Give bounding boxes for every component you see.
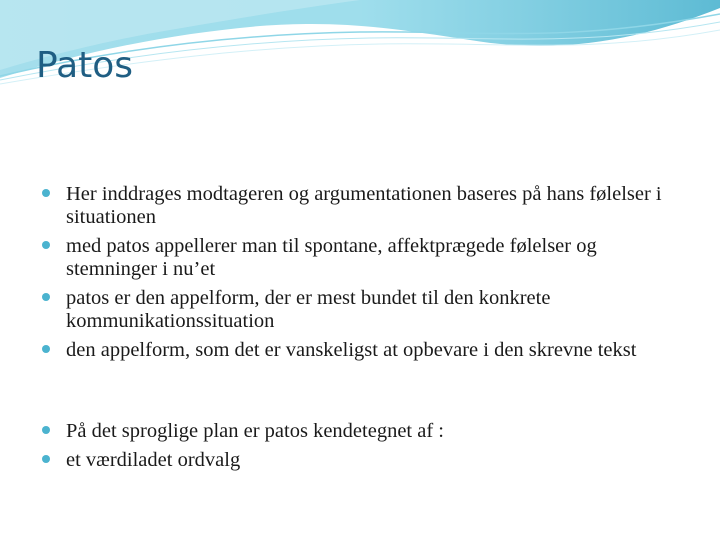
list-item — [40, 339, 680, 362]
list-item — [40, 420, 680, 443]
bullet-icon — [42, 426, 50, 434]
slide-title: Patos — [36, 45, 134, 86]
bullet-icon — [42, 345, 50, 353]
bullet-icon — [42, 189, 50, 197]
list-item — [40, 235, 680, 281]
bullet-text: med patos appellerer man til spontane, affektprægede følelser og stemninger i nu’et — [66, 235, 597, 280]
list-item — [40, 287, 680, 333]
bullet-text: den appelform, som det er vanskeligst at opbevare i den skrevne tekst — [66, 339, 637, 361]
list-item — [40, 183, 680, 229]
bullet-icon — [42, 241, 50, 249]
bullet-list — [40, 183, 680, 368]
bullet-icon — [42, 293, 50, 301]
bullet-icon — [42, 455, 50, 463]
bullet-text: På det sproglige plan er patos kendetegnet af : — [66, 420, 444, 442]
list-item — [40, 449, 680, 472]
bullet-text: patos er den appelform, der er mest bundet til den konkrete kommunikationssituation — [66, 287, 551, 332]
bullet-text: Her inddrages modtageren og argumentationen baseres på hans følelser i situationen — [66, 183, 662, 228]
bullet-list-secondary — [40, 420, 680, 478]
bullet-text: et værdiladet ordvalg — [66, 449, 241, 471]
